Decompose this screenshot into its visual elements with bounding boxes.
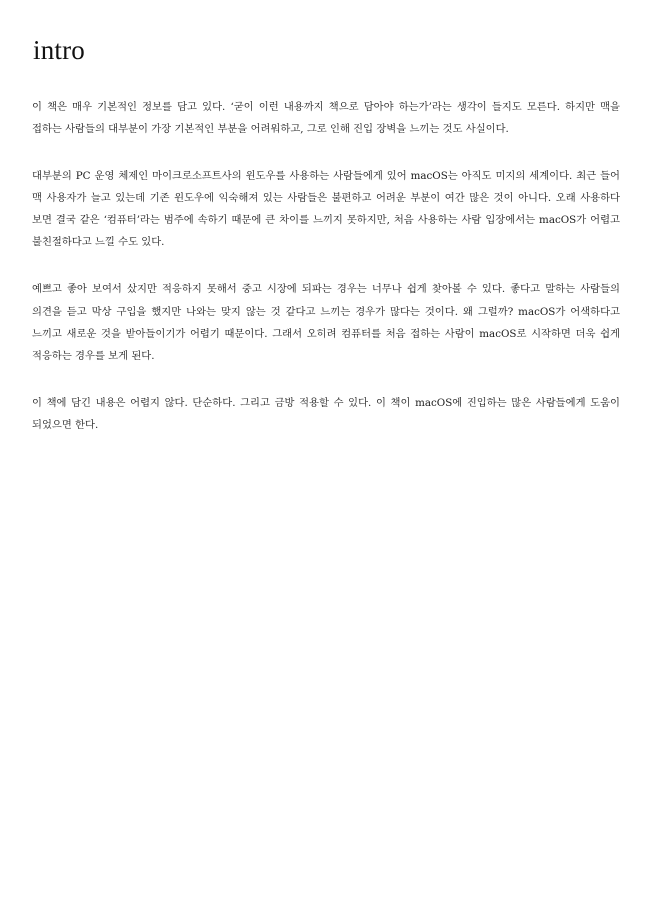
paragraph: 대부분의 PC 운영 체제인 마이크로소프트사의 윈도우를 사용하는 사람들에게 있어 macOS는 아직도 미지의 세계이다. 최근 들어 맥 사용자가 늘고 있는데 기존 윈도우에 익숙해져 있는 사람들은 불편하고 어려운 부분이 여간 많은 것이 아니다. 오래 사용하다 보면 결국 같은 ‘컴퓨터’라는 범주에 속하기 때문에 큰 차이를 느끼지 못하지만, 처음 사용하는 사람 입장에서는 macOS가 어렵고 불친절하다고 느낄 수도 있다.: [32, 169, 620, 249]
page-title: intro: [33, 35, 85, 65]
paragraph-block-1: [32, 96, 620, 140]
paragraph: 이 책에 담긴 내용은 어렵지 않다. 단순하다. 그리고 금방 적용할 수 있다. 이 책이 macOS에 진입하는 많은 사람들에게 도움이 되었으면 한다.: [32, 396, 620, 432]
paragraph: 이 책은 매우 기본적인 정보를 담고 있다. ‘굳이 이런 내용까지 책으로 담아야 하는가’라는 생각이 들지도 모른다. 하지만 맥을 접하는 사람들의 대부분이 가장 기본적인 부분을 어려워하고, 그로 인해 진입 장벽을 느끼는 것도 사실이다.: [32, 100, 620, 135]
paragraph-block-3: [32, 278, 620, 367]
paragraph: 예쁘고 좋아 보여서 샀지만 적응하지 못해서 중고 시장에 되파는 경우는 너무나 쉽게 찾아볼 수 있다. 좋다고 말하는 사람들의 의견을 듣고 막상 구입을 했지만 나와는 맞지 않는 것 같다고 느끼는 경우가 많다는 것이다. 왜 그럴까? macOS가 어색하다고 느끼고 새로운 것을 받아들이기가 어렵기 때문이다. 그래서 오히려 컴퓨터를 처음 접하는 사람이 macOS로 시작하면 더욱 쉽게 적응하는 경우를 보게 된다.: [32, 283, 620, 362]
paragraph-block-2: [32, 165, 620, 254]
paragraph-block-4: [32, 392, 620, 436]
